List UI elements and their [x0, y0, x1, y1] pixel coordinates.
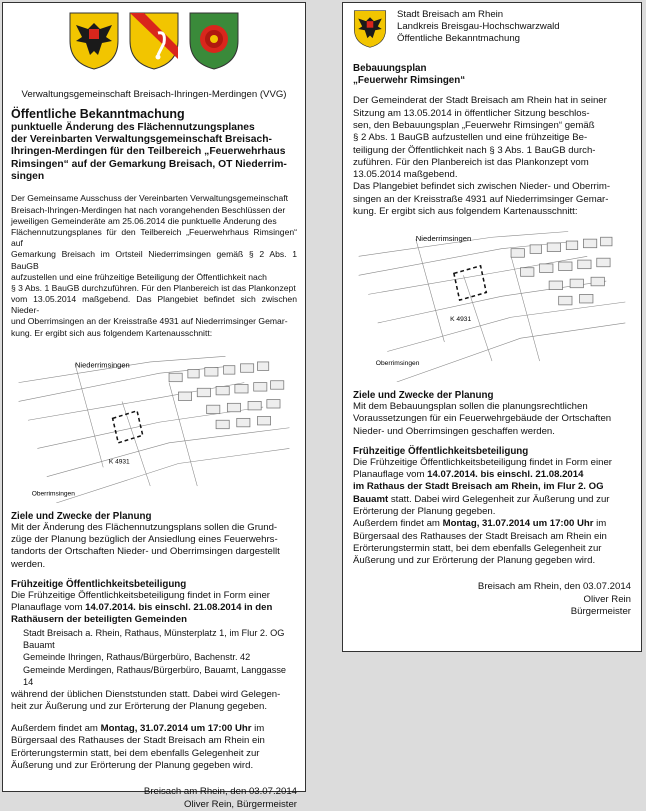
signature: Breisach am Rhein, den 03.07.2014 Oliver Rein, Bürgermeister: [143, 786, 297, 810]
crests: [11, 11, 297, 77]
goals-text: Mit der Änderung des Flächennutzungsplans sollen die Grund- züge der Planung bezüglich der Ansiedlung eines Feuerwehrs- tandorts der Ortschaften Nieder- und Oberrimsingen dargestellt werden.: [11, 521, 280, 570]
breisach-crest-icon: [353, 9, 387, 49]
place-item: Gemeinde Ihringen, Rathaus/Bürgerbüro, Bachenstr. 42: [23, 652, 251, 663]
site-map: [11, 345, 297, 503]
early-participation-text: Die Frühzeitige Öffentlichkeitsbeteiligung findet in Form einer Planauflage vom 14.07.2014. bis einschl. 21.08.2014 im Rathaus der Stadt Breisach am Rhein, im Flur 2. OG Bauamt statt. Dabei wird Gelegenheit zur Äußerung und zur Erörterung der Planung gegeben. Außerdem findet am Montag, 31.07.2014 um 17:00 Uhr im Bürgersaal des Rathauses der Stadt Breisach am Rhein ein Erörterungstermin statt, bei dem ebenfalls Gelegenheit zur Äußerung und zur Erörterung der Planung gegeben wird.: [353, 456, 612, 567]
plan-title: Bebauungsplan „Feuerwehr Rimsingen“: [353, 63, 466, 87]
early-participation-title: Frühzeitige Öffentlichkeitsbeteiligung: [11, 578, 187, 590]
intro-paragraph: Der Gemeinsame Ausschuss der Vereinbarten Verwaltungsgemeinschaft Breisach-Ihringen-Merdingen hat nach vorangehenden Beschlüssen der jeweiligen Gemeinderäte am 25.06.2014 die punktuelle Änderung des Flächennutzungsplanes für den Teilbereich „Feuerwehrhaus Rimsingen“ auf Gemarkung Breisach im Ortsteil Niederrimsingen gemäß § 2 Abs. 1 BauGB aufzustellen und eine frühzeitige Beteiligung der Öffentlichkeit nach § 3 Abs. 1 BauGB durchzuführen. Für den Planbereich ist das Plankonzept vom 13.05.2014 maßgebend. Das Plangebiet befindet sich zwischen Nieder- und Oberrimsingen an der Kreisstraße 4931 auf Niederrimsinger Gemar- kung. Er ergibt sich aus folgendem Kartenausschnitt:: [11, 193, 297, 338]
org-name: Verwaltungsgemeinschaft Breisach-Ihringen-Merdingen (VVG): [21, 89, 287, 100]
map-label-oberrimsingen: Oberrimsingen: [31, 490, 75, 498]
ihringen-crest-icon: [128, 11, 180, 71]
meeting-text: Außerdem findet am Montag, 31.07.2014 um 17:00 Uhr im Bürgersaal des Rathauses der Stadt Breisach am Rhein ein Erörterungstermin statt, bei dem ebenfalls Gelegenheit zur Äußerung und zur Erörterung der Planung gegeben wird.: [11, 723, 265, 771]
goals-text: Mit dem Bebauungsplan sollen die planungsrechtlichen Voraussetzungen für ein Feuerwehrgebäude der Ortschaften Nieder- und Oberrimsingen geschaffen werden.: [353, 401, 612, 437]
goals-title: Ziele und Zwecke der Planung: [353, 390, 494, 402]
map-label-oberrimsingen: Oberrimsingen: [375, 359, 420, 367]
early-participation-text: Die Frühzeitige Öffentlichkeitsbeteiligung findet in Form einer Planauflage vom 14.07.2014. bis einschl. 21.08.2014 in den Rathäusern der beteiligten Gemeinden: [11, 589, 273, 626]
breisach-announcement: [342, 2, 642, 652]
intro-paragraph: Der Gemeinderat der Stadt Breisach am Rhein hat in seiner Sitzung am 13.05.2014 in öffentlicher Sitzung beschlos- sen, den Bebauungsplan „Feuerwehr Rimsingen“ gemäß § 2 Abs. 1 BauGB aufzustellen und eine frühzeitige Be- teiligung der Öffentlichkeit nach § 3 Abs. 1 BauGB durch- zuführen. Für den Planbereich ist das Plankonzept vom 13.05.2014 maßgebend. Das Plangebiet befindet sich zwischen Nieder- und Oberrim- singen an der Kreisstraße 4931 auf Niederrimsinger Gemar- kung. Er ergibt sich aus folgendem Kartenausschnitt:: [353, 95, 611, 217]
place-item: Gemeinde Merdingen, Rathaus/Bürgerbüro, Bauamt, Langgasse 14: [23, 664, 287, 688]
merdingen-crest-icon: [188, 11, 240, 71]
vvg-announcement: [2, 2, 306, 810]
signature: Breisach am Rhein, den 03.07.2014 Oliver Rein Bürgermeister: [477, 581, 631, 618]
announcement-subtitle: punktuelle Änderung des Flächennutzungsplanes der Vereinbarten Verwaltungsgemeinschaft Breisach- Ihringen-Merdingen für den Teilbereich „Feuerwehrhaus Rimsingen“ auf der Gemarkung Breisach, OT Niederrim- singen: [11, 121, 287, 183]
map-label-niederrimsingen: Niederrimsingen: [75, 360, 130, 370]
map-label-road: K 4931: [450, 316, 472, 324]
announcement-title: Öffentliche Bekanntmachung: [11, 107, 185, 121]
header-lines: Stadt Breisach am Rhein Landkreis Breisgau-Hochschwarzwald Öffentliche Bekanntmachung: [397, 9, 560, 44]
header: [353, 9, 631, 49]
early-participation-title: Frühzeitige Öffentlichkeitsbeteiligung: [353, 445, 529, 457]
early-participation-end: während der üblichen Dienststunden statt. Dabei wird Gelegen- heit zur Äußerung und zur Erörterung der Planung gegeben.: [11, 688, 281, 712]
places-list: [11, 627, 297, 689]
map-label-niederrimsingen: Niederrimsingen: [415, 234, 472, 244]
map-label-road: K 4931: [108, 458, 130, 466]
breisach-crest-icon: [68, 11, 120, 71]
place-item: Stadt Breisach a. Rhein, Rathaus, Münsterplatz 1, im Flur 2. OG Bauamt: [23, 627, 285, 650]
site-map: [353, 222, 631, 382]
goals-title: Ziele und Zwecke der Planung: [11, 510, 152, 522]
